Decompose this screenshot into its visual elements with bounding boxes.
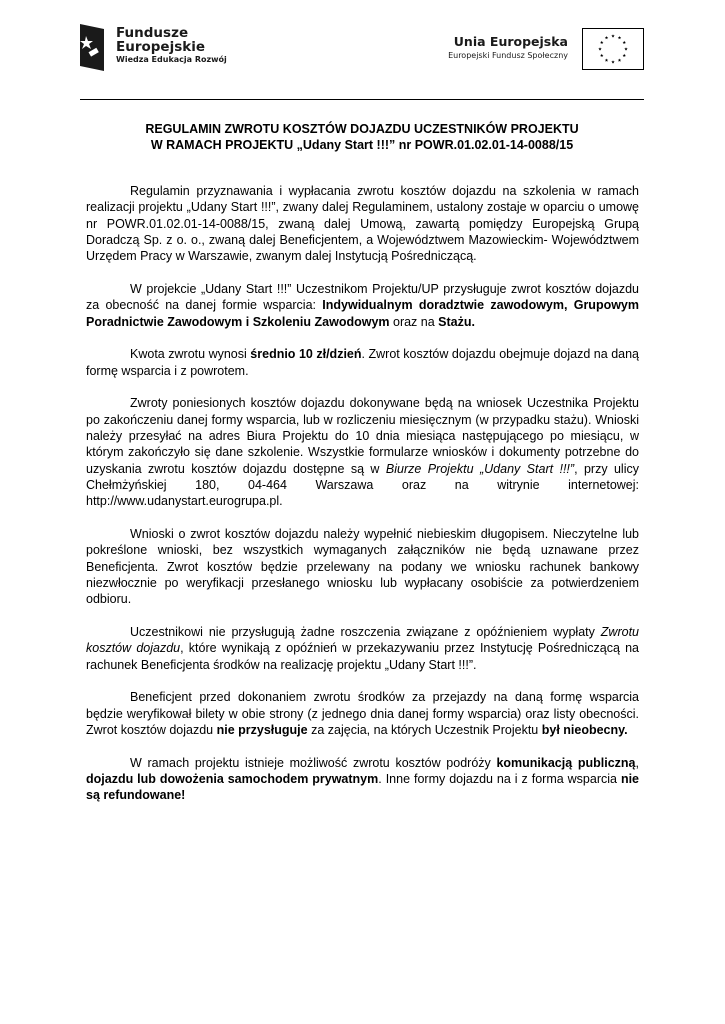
p7-bold-not-due: nie przysługuje [216,723,308,738]
p2-bold-forms: Indywidualnym doradztwie zawodowym, Grupowym Poradnictwie Zawodowym i Szkoleniu Zawodowym [86,298,640,329]
eu-star-icon [605,36,608,39]
paragraph-5: Wnioski o zwrot kosztów dojazdu należy wypełnić niebieskim długopisem. Nieczytelne lub pokreślone wnioski, bez wszystkich wymaganych załączników nie będą uznawane przez Beneficjenta. Zwrot kosztów będzie przelewany na podany we wniosku rachunek bankowy niezwłocznie po weryfikacji przesłanego wniosku lub wypłacany osobiście za potwierdzeniem odbioru. [86,527,639,607]
page-header [80,24,644,76]
paragraph-6 [86,624,639,673]
fe-logo-line1: Fundusze [116,25,189,41]
p4-text-c: , przy ulicy Chełmżyńskiej 180, 04-464 Warszawa oraz na witrynie internetowej: http://www.udanystart.eurogrupa.pl. [86,461,639,509]
eu-logo-line1: Unia Europejska [453,34,568,49]
eu-star-icon [623,54,626,57]
p8-bold-private: dojazdu lub dowożenia samochodem prywatnym [86,772,379,787]
title-line2: W RAMACH PROJEKTU „Udany Start !!!” nr POWR.01.02.01-14-0088/15 [150,138,574,152]
eu-star-icon [623,41,626,44]
eu-star-icon [600,41,603,44]
p8-bold-public: komunikacją publiczną [496,755,636,770]
eu-star-icon [618,58,621,61]
p7-bold-absent: był nieobecny. [541,723,628,738]
p6-text-c: , które wynikają z opóźnień w przekazywaniu przez Instytucję Pośredniczącą na rachunek Beneficjenta środków na realizację projektu „Udany Start !!!”. [86,641,639,672]
p6-italic-term: Zwrotu kosztów dojazdu [86,625,639,656]
p4-italic-office: Biurze Projektu „Udany Start !!!” [385,461,575,476]
p7-text-c: za zajęcia, na których Uczestnik Projektu [307,723,542,738]
unia-europejska-logo [444,28,644,72]
eu-star-icon [624,47,627,50]
header-divider [80,99,644,100]
p8-bold-not-refunded: nie są refundowane! [86,772,639,803]
p7-text-a: Beneficjent przed dokonaniem zwrotu środków za przejazdy na daną formę wsparcia będzie weryfikował bilety w obie strony (z jednego dnia danej formy wsparcia) oraz listy obecności. Zwrot kosztów dojazdu [86,690,639,738]
p2-text-c: oraz na [389,314,439,329]
p8-text-a: W ramach projektu istnieje możliwość zwrotu kosztów podróży [130,755,497,770]
p2-text-a: W projekcie „Udany Start !!!” Uczestnikom Projektu/UP przysługuje zwrot kosztów dojazdu za obecność na danej formie wsparcia: [86,281,639,313]
p3-bold-amount: średnio 10 zł/dzień [250,347,362,362]
document-body [86,183,639,820]
p2-bold-staz: Stażu. [438,314,475,329]
paragraph-3 [86,346,639,379]
paragraph-1: Regulamin przyznawania i wypłacania zwrotu kosztów dojazdu na szkolenia w ramach realizacji projektu „Udany Start !!!”, zwany dalej Regulaminem, ustalony zostaje w oparciu o umowę nr POWR.01.02.01-14-0088/15, zwaną dalej Umową, zawartą pomiędzy Europejską Grupą Doradczą Sp. z o. o., zwaną dalej Beneficjentem, a Województwem Mazowieckim- Województwem Urzędem Pracy w Warszawie, zwanym dalej Instytucją Pośredniczącą. [86,184,639,264]
paragraph-8 [86,755,639,804]
eu-star-icon [611,34,614,37]
eu-star-icon [611,60,614,63]
p3-text-a: Kwota zwrotu wynosi [130,347,251,362]
title-line1: REGULAMIN ZWROTU KOSZTÓW DOJAZDU UCZESTNIKÓW PROJEKTU [145,122,579,136]
paragraph-4 [86,395,639,509]
paragraph-2 [86,281,639,330]
eu-star-icon [618,36,621,39]
eu-flag-icon [582,28,644,70]
eu-logo-line2: Europejski Fundusz Społeczny [448,51,568,60]
fe-logo-line2: Europejskie [116,39,206,55]
p8-text-c: , [635,755,639,770]
p3-text-c: . Zwrot kosztów dojazdu obejmuje dojazd na daną formę wsparcia i z powrotem. [86,347,640,378]
fundusze-europejskie-logo [80,24,230,76]
p4-text-a: Zwroty poniesionych kosztów dojazdu dokonywane będą na wniosek Uczestnika Projektu po zakończeniu danej formy wsparcia, lub w rozliczeniu miesięcznym (w przypadku stażu). Wnioski należy przesyłać na adres Biura Projektu do 10 dnia miesiąca następującego po miesiącu, w którym zakończyło się dane szkolenie. Wszystkie formularze wniosków i dokumenty potrzebne do uzyskania zwrotu kosztów dojazdu dostępne są w [86,396,639,476]
p8-text-e: . Inne formy dojazdu na i z forma wsparcia [378,772,621,787]
eu-star-icon [600,54,603,57]
eu-star-icon [605,58,608,61]
fundusze-europejskie-mark-icon [80,24,104,71]
fe-logo-line3: Wiedza Edukacja Rozwój [116,55,227,64]
paragraph-7 [86,689,639,738]
document-title [80,121,644,153]
eu-star-icon [598,47,601,50]
p6-text-a: Uczestnikowi nie przysługują żadne roszczenia związane z opóźnieniem wypłaty [130,625,601,640]
